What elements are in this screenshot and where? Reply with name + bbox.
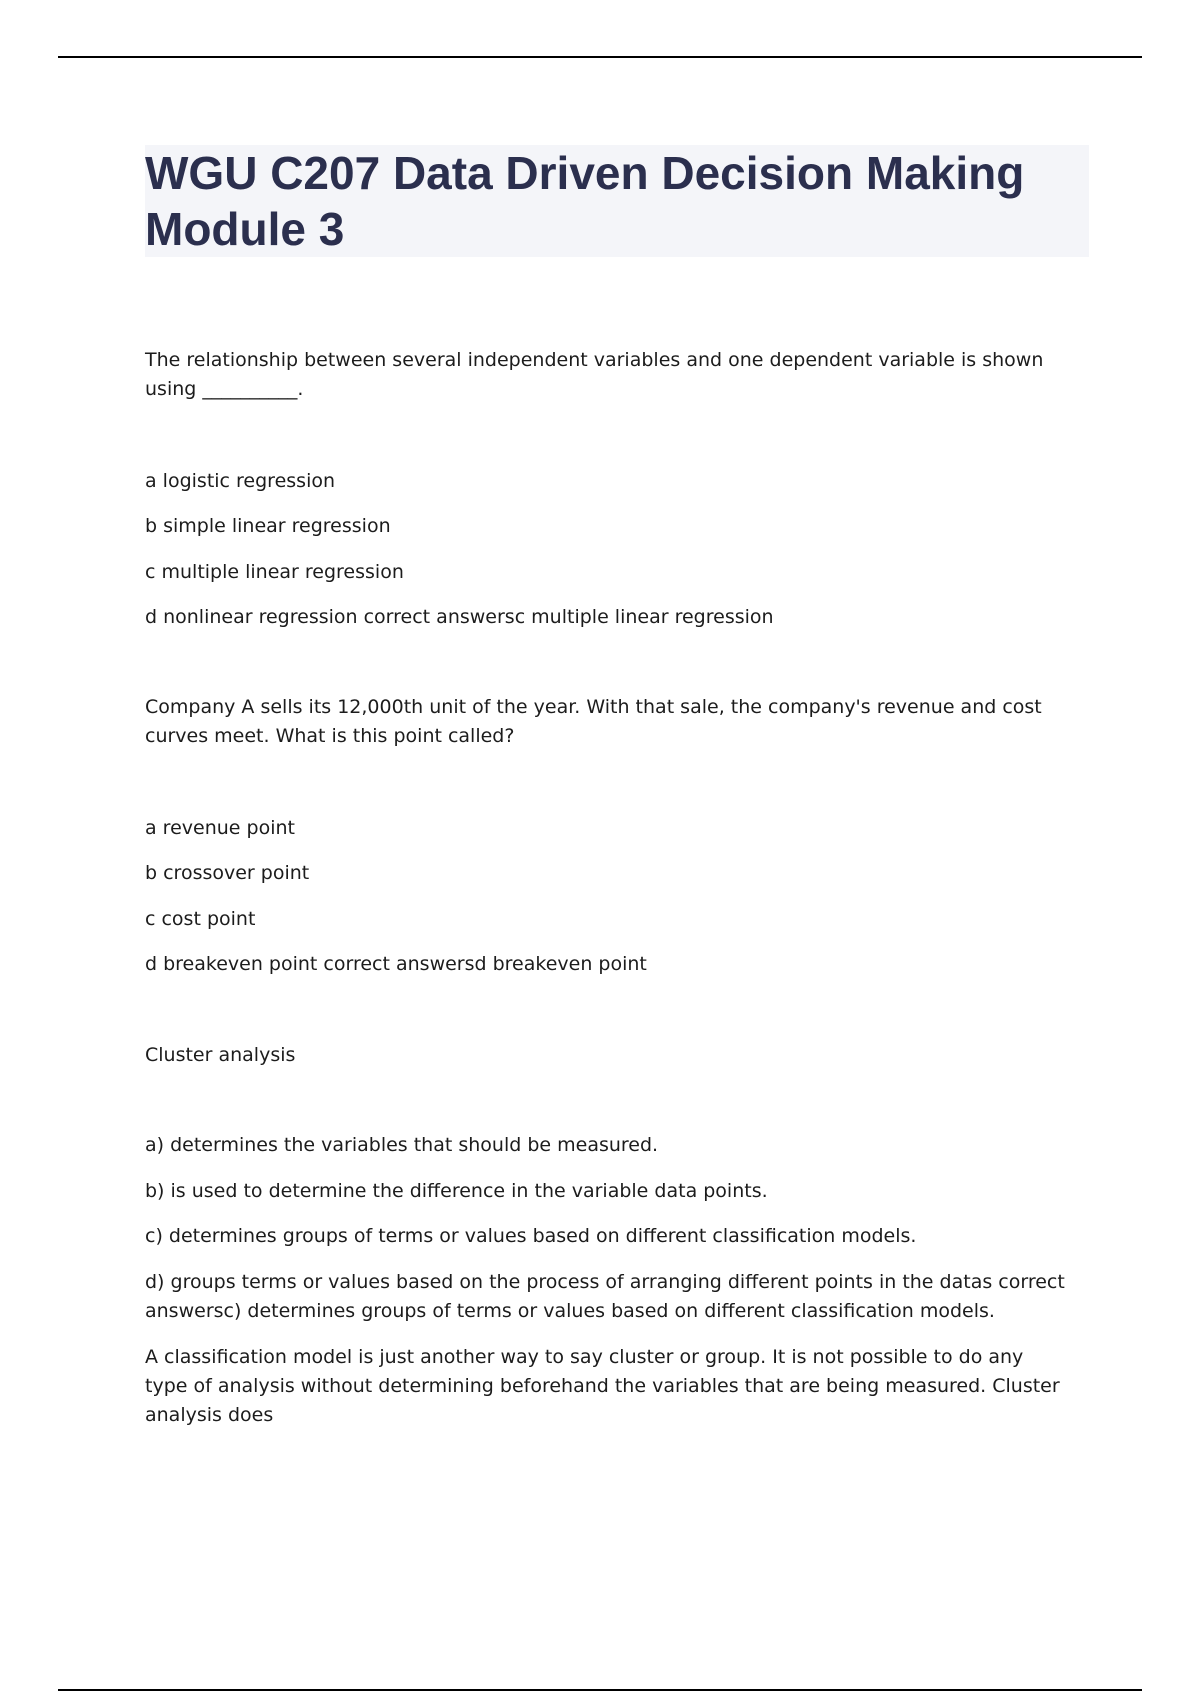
question-1-option-b: b simple linear regression [145,515,391,537]
question-3-option-a: a) determines the variables that should be measured. [145,1134,659,1156]
question-2-option-d: d breakeven point correct answersd breakeven point [145,953,647,975]
question-2-prompt: Company A sells its 12,000th unit of the year. With that sale, the company's revenue and cost curves meet. What is this point called? [145,696,1042,747]
question-1-option-c: c multiple linear regression [145,561,404,583]
question-3-option-c: c) determines groups of terms or values based on different classification models. [145,1225,917,1247]
title-block [145,145,1089,257]
question-1-option-a: a logistic regression [145,470,336,492]
question-3-prompt: Cluster analysis [145,1044,296,1066]
question-3-option-d: d) groups terms or values based on the process of arranging different points in the datas correct answersc) determines groups of terms or values based on different classification models. [145,1271,1065,1322]
footer-rule [58,1689,1142,1691]
question-1-option-d: d nonlinear regression correct answersc multiple linear regression [145,606,774,628]
header-rule [58,56,1142,58]
question-2-option-c: c cost point [145,908,256,930]
question-2-option-a: a revenue point [145,817,295,839]
document-title: WGU C207 Data Driven Decision Making Module 3 [145,147,1025,255]
question-2-option-b: b crossover point [145,862,310,884]
question-1-prompt: The relationship between several independent variables and one dependent variable is shown using __________. [145,349,1044,400]
question-3-explanation: A classification model is just another way to say cluster or group. It is not possible to do any type of analysis without determining beforehand the variables that are being measured. Cluster analysis does [145,1346,1060,1426]
question-3-option-b: b) is used to determine the difference in the variable data points. [145,1180,768,1202]
